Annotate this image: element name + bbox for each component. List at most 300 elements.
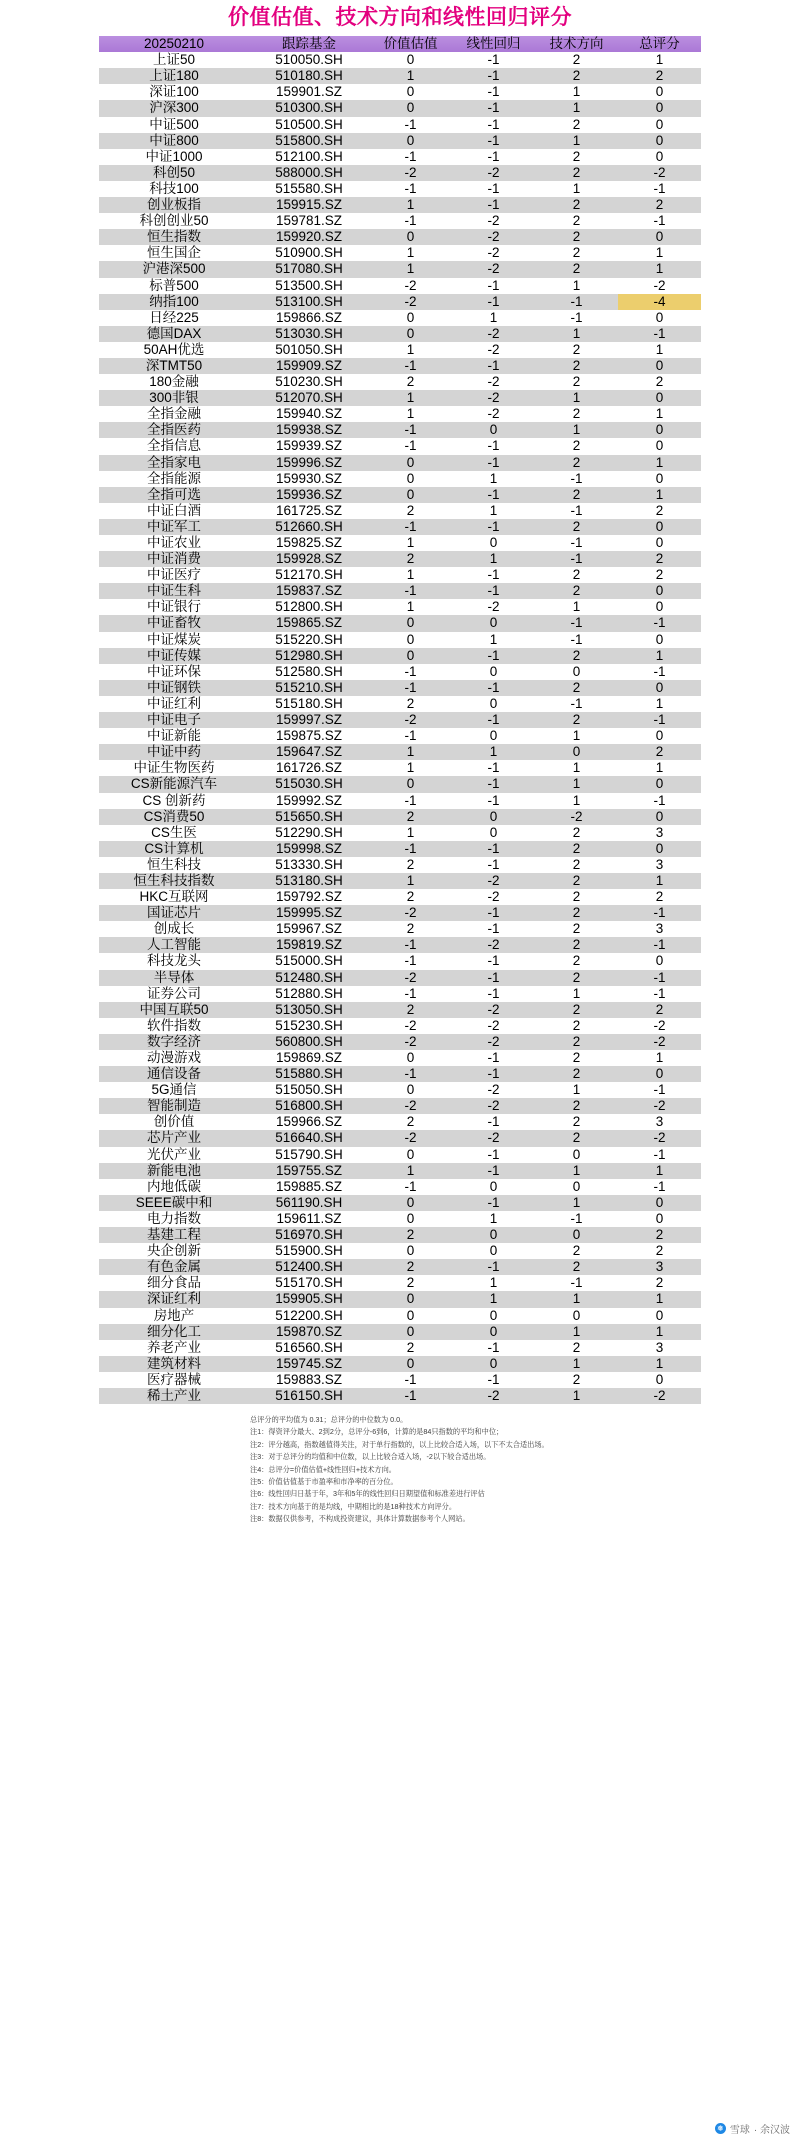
- column-header-valuation: 价值估值: [369, 36, 452, 52]
- cell-total: -1: [618, 664, 701, 680]
- cell-valuation: 0: [369, 326, 452, 342]
- cell-technical: 2: [535, 937, 618, 953]
- cell-fund-code: 516800.SH: [249, 1098, 369, 1114]
- cell-technical: 2: [535, 953, 618, 969]
- cell-regression: -2: [452, 406, 535, 422]
- cell-index-name: 半导体: [99, 970, 249, 986]
- cell-regression: 1: [452, 310, 535, 326]
- table-row: [99, 889, 701, 905]
- column-header-fund: 跟踪基金: [249, 36, 369, 52]
- cell-index-name: 证券公司: [99, 986, 249, 1002]
- cell-technical: 2: [535, 921, 618, 937]
- cell-technical: 2: [535, 712, 618, 728]
- column-header-regression: 线性回归: [452, 36, 535, 52]
- table-row: [99, 455, 701, 471]
- cell-index-name: 中证环保: [99, 664, 249, 680]
- cell-total: -2: [618, 278, 701, 294]
- cell-total: 2: [618, 68, 701, 84]
- cell-technical: 1: [535, 278, 618, 294]
- cell-regression: -1: [452, 760, 535, 776]
- cell-index-name: 全指家电: [99, 455, 249, 471]
- cell-fund-code: 516560.SH: [249, 1340, 369, 1356]
- cell-index-name: 中证畜牧: [99, 615, 249, 631]
- cell-fund-code: 159915.SZ: [249, 197, 369, 213]
- table-row: [99, 1018, 701, 1034]
- cell-total: 1: [618, 455, 701, 471]
- cell-regression: -2: [452, 213, 535, 229]
- cell-fund-code: 161725.SZ: [249, 503, 369, 519]
- cell-index-name: 细分化工: [99, 1324, 249, 1340]
- cell-total: 0: [618, 841, 701, 857]
- cell-technical: 2: [535, 438, 618, 454]
- cell-regression: -1: [452, 648, 535, 664]
- cell-fund-code: 512070.SH: [249, 390, 369, 406]
- cell-fund-code: 588000.SH: [249, 165, 369, 181]
- cell-regression: -1: [452, 100, 535, 116]
- cell-technical: 0: [535, 744, 618, 760]
- cell-regression: -1: [452, 294, 535, 310]
- cell-technical: 0: [535, 1308, 618, 1324]
- cell-index-name: 5G通信: [99, 1082, 249, 1098]
- footnote-line: 注6：线性回归日基于年，3年和5年的线性回归日期望值和标准差进行评估: [250, 1489, 485, 1499]
- cell-technical: 2: [535, 583, 618, 599]
- cell-technical: 1: [535, 326, 618, 342]
- cell-valuation: 0: [369, 100, 452, 116]
- cell-fund-code: 515180.SH: [249, 696, 369, 712]
- cell-index-name: 180金融: [99, 374, 249, 390]
- cell-index-name: 科技龙头: [99, 953, 249, 969]
- cell-valuation: 0: [369, 487, 452, 503]
- cell-fund-code: 159885.SZ: [249, 1179, 369, 1195]
- cell-index-name: 新能电池: [99, 1163, 249, 1179]
- table-row: [99, 487, 701, 503]
- cell-valuation: -1: [369, 149, 452, 165]
- table-row: [99, 986, 701, 1002]
- cell-regression: -1: [452, 278, 535, 294]
- cell-total: 1: [618, 873, 701, 889]
- cell-index-name: 中证银行: [99, 599, 249, 615]
- table-row: [99, 1179, 701, 1195]
- page-title: 价值估值、技术方向和线性回归评分: [228, 6, 572, 29]
- cell-fund-code: 512100.SH: [249, 149, 369, 165]
- cell-fund-code: 159781.SZ: [249, 213, 369, 229]
- table-row: [99, 809, 701, 825]
- table-row: [99, 1259, 701, 1275]
- cell-regression: -1: [452, 986, 535, 1002]
- cell-technical: 1: [535, 760, 618, 776]
- table-row: [99, 873, 701, 889]
- cell-technical: 2: [535, 970, 618, 986]
- cell-fund-code: 159905.SH: [249, 1291, 369, 1307]
- cell-technical: -1: [535, 551, 618, 567]
- cell-total: -2: [618, 1130, 701, 1146]
- cell-valuation: 2: [369, 551, 452, 567]
- cell-valuation: -2: [369, 1098, 452, 1114]
- cell-total: 0: [618, 583, 701, 599]
- cell-total: -1: [618, 986, 701, 1002]
- cell-index-name: 中证1000: [99, 149, 249, 165]
- cell-valuation: 1: [369, 599, 452, 615]
- cell-regression: -1: [452, 905, 535, 921]
- table-row: [99, 197, 701, 213]
- table-row: [99, 213, 701, 229]
- cell-index-name: 智能制造: [99, 1098, 249, 1114]
- cell-index-name: 中证医疗: [99, 567, 249, 583]
- cell-fund-code: 513050.SH: [249, 1002, 369, 1018]
- cell-technical: 2: [535, 648, 618, 664]
- table-row: [99, 1082, 701, 1098]
- cell-fund-code: 159745.SZ: [249, 1356, 369, 1372]
- footnote-line: 注2：评分越高，指数越值得关注，对于单行指数的，以上比较合适入场，以下不太合适出场。: [250, 1439, 549, 1449]
- cell-fund-code: 510050.SH: [249, 52, 369, 68]
- cell-regression: 0: [452, 1243, 535, 1259]
- cell-technical: 2: [535, 68, 618, 84]
- column-header-total: 总评分: [618, 36, 701, 52]
- cell-technical: 2: [535, 519, 618, 535]
- cell-valuation: -1: [369, 358, 452, 374]
- cell-total: 2: [618, 551, 701, 567]
- table-row: [99, 229, 701, 245]
- cell-technical: 1: [535, 100, 618, 116]
- cell-regression: -1: [452, 567, 535, 583]
- cell-regression: -2: [452, 1130, 535, 1146]
- cell-valuation: 0: [369, 1050, 452, 1066]
- cell-technical: -1: [535, 294, 618, 310]
- cell-regression: -1: [452, 149, 535, 165]
- cell-valuation: 0: [369, 776, 452, 792]
- cell-regression: 0: [452, 422, 535, 438]
- cell-technical: -1: [535, 310, 618, 326]
- table-row: [99, 1324, 701, 1340]
- cell-valuation: 0: [369, 1082, 452, 1098]
- cell-index-name: 日经225: [99, 310, 249, 326]
- table-row: [99, 825, 701, 841]
- table-row: [99, 1130, 701, 1146]
- cell-valuation: 1: [369, 873, 452, 889]
- cell-regression: 0: [452, 535, 535, 551]
- table-row: [99, 390, 701, 406]
- cell-valuation: 1: [369, 535, 452, 551]
- cell-fund-code: 159938.SZ: [249, 422, 369, 438]
- table-row: [99, 1195, 701, 1211]
- cell-valuation: 2: [369, 1275, 452, 1291]
- cell-total: 0: [618, 680, 701, 696]
- cell-index-name: 全指可选: [99, 487, 249, 503]
- cell-total: 1: [618, 52, 701, 68]
- cell-fund-code: 512480.SH: [249, 970, 369, 986]
- cell-fund-code: 512980.SH: [249, 648, 369, 664]
- cell-index-name: 中证红利: [99, 696, 249, 712]
- cell-technical: 2: [535, 857, 618, 873]
- cell-valuation: 0: [369, 471, 452, 487]
- cell-technical: 1: [535, 776, 618, 792]
- cell-technical: -2: [535, 809, 618, 825]
- cell-regression: -2: [452, 937, 535, 953]
- cell-technical: -1: [535, 632, 618, 648]
- cell-regression: -2: [452, 245, 535, 261]
- cell-valuation: 0: [369, 1356, 452, 1372]
- cell-fund-code: 515900.SH: [249, 1243, 369, 1259]
- cell-fund-code: 510230.SH: [249, 374, 369, 390]
- cell-total: 0: [618, 358, 701, 374]
- cell-index-name: 中证电子: [99, 712, 249, 728]
- cell-index-name: CS 创新药: [99, 793, 249, 809]
- cell-total: 0: [618, 809, 701, 825]
- cell-valuation: 0: [369, 1291, 452, 1307]
- cell-fund-code: 515050.SH: [249, 1082, 369, 1098]
- cell-fund-code: 515170.SH: [249, 1275, 369, 1291]
- cell-regression: -2: [452, 326, 535, 342]
- cell-index-name: 标普500: [99, 278, 249, 294]
- cell-total: 1: [618, 760, 701, 776]
- cell-fund-code: 515580.SH: [249, 181, 369, 197]
- cell-regression: -1: [452, 1372, 535, 1388]
- table-row: [99, 1227, 701, 1243]
- cell-total: 0: [618, 310, 701, 326]
- cell-technical: 2: [535, 455, 618, 471]
- table-row: [99, 100, 701, 116]
- table-row: [99, 310, 701, 326]
- cell-valuation: 2: [369, 1002, 452, 1018]
- snowball-icon: ❅: [715, 2123, 726, 2134]
- cell-fund-code: 159837.SZ: [249, 583, 369, 599]
- cell-total: 1: [618, 1324, 701, 1340]
- cell-index-name: 深TMT50: [99, 358, 249, 374]
- cell-regression: 1: [452, 503, 535, 519]
- cell-fund-code: 159940.SZ: [249, 406, 369, 422]
- cell-valuation: 1: [369, 1163, 452, 1179]
- cell-fund-code: 513030.SH: [249, 326, 369, 342]
- table-row: [99, 1211, 701, 1227]
- cell-fund-code: 510900.SH: [249, 245, 369, 261]
- cell-technical: 1: [535, 1195, 618, 1211]
- cell-regression: -2: [452, 1388, 535, 1404]
- footnote-line: 注4：总评分=价值估值+线性回归+技术方向。: [250, 1464, 396, 1474]
- cell-fund-code: 515230.SH: [249, 1018, 369, 1034]
- cell-index-name: 中证钢铁: [99, 680, 249, 696]
- cell-regression: 0: [452, 1356, 535, 1372]
- footnote-line: 注8：数据仅供参考，不构成投资建议，具体计算数据参考个人网站。: [250, 1514, 470, 1524]
- cell-index-name: CS计算机: [99, 841, 249, 857]
- cell-index-name: 建筑材料: [99, 1356, 249, 1372]
- table-body: [99, 52, 701, 1404]
- cell-index-name: 央企创新: [99, 1243, 249, 1259]
- cell-technical: 1: [535, 793, 618, 809]
- cell-regression: 1: [452, 632, 535, 648]
- cell-fund-code: 512200.SH: [249, 1308, 369, 1324]
- cell-valuation: -1: [369, 793, 452, 809]
- cell-fund-code: 159920.SZ: [249, 229, 369, 245]
- cell-regression: -1: [452, 680, 535, 696]
- table-row: [99, 1050, 701, 1066]
- cell-valuation: -2: [369, 294, 452, 310]
- cell-technical: 1: [535, 728, 618, 744]
- table-row: [99, 551, 701, 567]
- cell-fund-code: 159936.SZ: [249, 487, 369, 503]
- cell-total: -1: [618, 793, 701, 809]
- table-row: [99, 326, 701, 342]
- cell-valuation: 2: [369, 809, 452, 825]
- cell-technical: 2: [535, 1018, 618, 1034]
- table-row: [99, 519, 701, 535]
- table-row: [99, 567, 701, 583]
- cell-index-name: HKC互联网: [99, 889, 249, 905]
- cell-index-name: 科创50: [99, 165, 249, 181]
- cell-total: 0: [618, 471, 701, 487]
- cell-valuation: -2: [369, 905, 452, 921]
- cell-total: 0: [618, 84, 701, 100]
- table-row: [99, 953, 701, 969]
- cell-fund-code: 515220.SH: [249, 632, 369, 648]
- footnote-line: 注7：技术方向基于的是均线，中期相比的是18种技术方向评分。: [250, 1501, 457, 1511]
- cell-regression: 0: [452, 1324, 535, 1340]
- table-row: [99, 937, 701, 953]
- cell-index-name: 房地产: [99, 1308, 249, 1324]
- table-row: [99, 1388, 701, 1404]
- cell-valuation: 0: [369, 84, 452, 100]
- cell-fund-code: 510300.SH: [249, 100, 369, 116]
- cell-valuation: 1: [369, 744, 452, 760]
- cell-total: -1: [618, 213, 701, 229]
- cell-valuation: -2: [369, 970, 452, 986]
- cell-regression: -1: [452, 841, 535, 857]
- table-row: [99, 294, 701, 310]
- cell-regression: 0: [452, 1308, 535, 1324]
- cell-valuation: 1: [369, 245, 452, 261]
- cell-index-name: 50AH优选: [99, 342, 249, 358]
- table-row: [99, 599, 701, 615]
- cell-regression: -1: [452, 857, 535, 873]
- cell-total: 2: [618, 503, 701, 519]
- cell-fund-code: 159792.SZ: [249, 889, 369, 905]
- cell-valuation: 2: [369, 696, 452, 712]
- cell-index-name: 恒生指数: [99, 229, 249, 245]
- cell-fund-code: 515210.SH: [249, 680, 369, 696]
- cell-valuation: 0: [369, 1147, 452, 1163]
- cell-total: 3: [618, 1259, 701, 1275]
- cell-fund-code: 512800.SH: [249, 599, 369, 615]
- cell-total: 0: [618, 535, 701, 551]
- cell-valuation: -1: [369, 680, 452, 696]
- cell-fund-code: 159866.SZ: [249, 310, 369, 326]
- cell-technical: 2: [535, 567, 618, 583]
- cell-total: -1: [618, 1179, 701, 1195]
- cell-total: 1: [618, 696, 701, 712]
- cell-valuation: -2: [369, 1130, 452, 1146]
- cell-regression: 0: [452, 1179, 535, 1195]
- table-row: [99, 117, 701, 133]
- cell-regression: -1: [452, 1340, 535, 1356]
- cell-total: 1: [618, 261, 701, 277]
- cell-total: 0: [618, 632, 701, 648]
- cell-technical: 2: [535, 889, 618, 905]
- cell-index-name: 稀土产业: [99, 1388, 249, 1404]
- cell-index-name: 人工智能: [99, 937, 249, 953]
- cell-regression: 0: [452, 664, 535, 680]
- cell-valuation: -1: [369, 986, 452, 1002]
- table-row: [99, 503, 701, 519]
- cell-fund-code: 159995.SZ: [249, 905, 369, 921]
- table-row: [99, 1275, 701, 1291]
- cell-regression: 1: [452, 471, 535, 487]
- cell-technical: 2: [535, 342, 618, 358]
- cell-regression: 1: [452, 551, 535, 567]
- cell-total: 1: [618, 245, 701, 261]
- cell-index-name: 纳指100: [99, 294, 249, 310]
- cell-index-name: 养老产业: [99, 1340, 249, 1356]
- table-row: [99, 342, 701, 358]
- cell-fund-code: 515030.SH: [249, 776, 369, 792]
- cell-total: 1: [618, 487, 701, 503]
- cell-index-name: 软件指数: [99, 1018, 249, 1034]
- cell-valuation: -1: [369, 1372, 452, 1388]
- cell-regression: -1: [452, 1147, 535, 1163]
- cell-valuation: -2: [369, 1018, 452, 1034]
- cell-regression: -2: [452, 390, 535, 406]
- table-row: [99, 841, 701, 857]
- table-row: [99, 905, 701, 921]
- table-header: [99, 36, 701, 52]
- cell-technical: 2: [535, 873, 618, 889]
- cell-index-name: SEEE碳中和: [99, 1195, 249, 1211]
- cell-total: 2: [618, 374, 701, 390]
- table-row: [99, 680, 701, 696]
- cell-index-name: 上证180: [99, 68, 249, 84]
- cell-technical: 2: [535, 213, 618, 229]
- table-row: [99, 1372, 701, 1388]
- cell-regression: 0: [452, 728, 535, 744]
- table-row: [99, 438, 701, 454]
- cell-technical: 1: [535, 1291, 618, 1307]
- cell-valuation: 1: [369, 825, 452, 841]
- table-row: [99, 535, 701, 551]
- cell-valuation: 1: [369, 390, 452, 406]
- cell-regression: -1: [452, 1066, 535, 1082]
- cell-valuation: -1: [369, 664, 452, 680]
- cell-total: -1: [618, 905, 701, 921]
- cell-index-name: 德国DAX: [99, 326, 249, 342]
- cell-valuation: -2: [369, 165, 452, 181]
- cell-regression: -1: [452, 793, 535, 809]
- table-row: [99, 760, 701, 776]
- cell-total: 0: [618, 149, 701, 165]
- cell-technical: -1: [535, 535, 618, 551]
- cell-index-name: 中证农业: [99, 535, 249, 551]
- cell-regression: -1: [452, 181, 535, 197]
- cell-technical: 2: [535, 245, 618, 261]
- cell-technical: 2: [535, 165, 618, 181]
- cell-index-name: 恒生科技: [99, 857, 249, 873]
- table-row: [99, 1291, 701, 1307]
- cell-fund-code: 159870.SZ: [249, 1324, 369, 1340]
- credit-brand: 雪球: [729, 2125, 750, 2136]
- cell-index-name: 全指金融: [99, 406, 249, 422]
- cell-regression: -2: [452, 1098, 535, 1114]
- cell-valuation: 0: [369, 229, 452, 245]
- cell-regression: -1: [452, 197, 535, 213]
- cell-technical: 1: [535, 181, 618, 197]
- cell-valuation: 1: [369, 197, 452, 213]
- cell-technical: 2: [535, 358, 618, 374]
- cell-total: 0: [618, 390, 701, 406]
- cell-technical: 2: [535, 261, 618, 277]
- cell-technical: 2: [535, 905, 618, 921]
- cell-fund-code: 512660.SH: [249, 519, 369, 535]
- cell-fund-code: 159901.SZ: [249, 84, 369, 100]
- cell-total: 3: [618, 921, 701, 937]
- column-header-technical: 技术方向: [535, 36, 618, 52]
- footnotes-block: [140, 1414, 660, 1525]
